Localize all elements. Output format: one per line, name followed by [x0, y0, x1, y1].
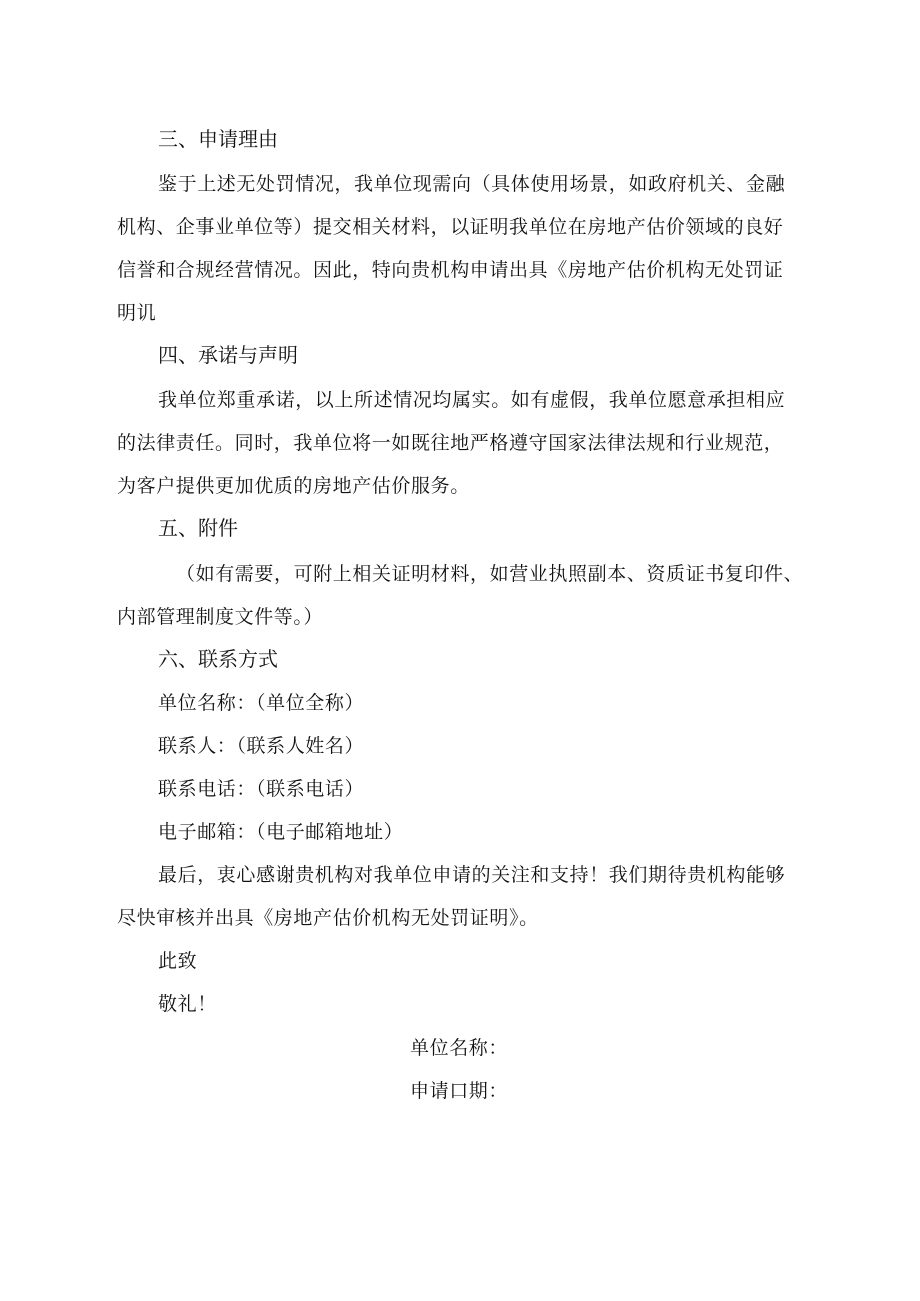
- signature-unit-name: 单位名称：: [410, 1037, 509, 1059]
- salutation-jingli: 敬礼！: [158, 993, 217, 1015]
- paragraph-line: （如有需要，可附上相关证明材料，如营业执照副本、资质证书复印件、: [176, 563, 804, 585]
- section-heading-reason: 三、申请理由: [158, 127, 278, 151]
- signature-date: 申请口期：: [410, 1080, 509, 1102]
- paragraph-line: 明讥: [117, 302, 157, 324]
- paragraph-line: 机构、企事业单位等）提交相关材料，以证明我单位在房地产估价领域的良好: [117, 216, 784, 238]
- section-heading-attachments: 五、附件: [158, 516, 238, 540]
- paragraph-line: 为客户提供更加优质的房地产估价服务。: [117, 475, 470, 497]
- paragraph-line: 信誉和合规经营情况。因此，特向贵机构申请出具《房地产估价机构无处罚证: [117, 259, 784, 281]
- contact-person: 联系人：（联系人姓名）: [158, 735, 365, 757]
- contact-email: 电子邮箱：（电子邮箱地址）: [158, 821, 404, 843]
- section-heading-contact: 六、联系方式: [158, 647, 278, 671]
- contact-unit-name: 单位名称：（单位全称）: [158, 692, 365, 714]
- contact-phone: 联系电话：（联系电话）: [158, 778, 365, 800]
- closing-line: 尽快审核并出具《房地产估价机构无处罚证明》。: [117, 907, 539, 929]
- closing-line: 最后，衷心感谢贵机构对我单位申请的关注和支持！我们期待贵机构能够: [158, 864, 786, 886]
- paragraph-line: 鉴于上述无处罚情况，我单位现需向（具体使用场景，如政府机关、金融: [158, 173, 786, 195]
- salutation-cizhi: 此致: [158, 950, 198, 972]
- paragraph-line: 我单位郑重承诺，以上所述情况均属实。如有虚假，我单位愿意承担相应: [158, 389, 786, 411]
- paragraph-line: 内部管理制度文件等。）: [117, 606, 324, 628]
- section-heading-commitment: 四、承诺与声明: [158, 343, 298, 367]
- paragraph-line: 的法律责任。同时，我单位将一如既往地严格遵守国家法律法规和行业规范，: [117, 432, 784, 454]
